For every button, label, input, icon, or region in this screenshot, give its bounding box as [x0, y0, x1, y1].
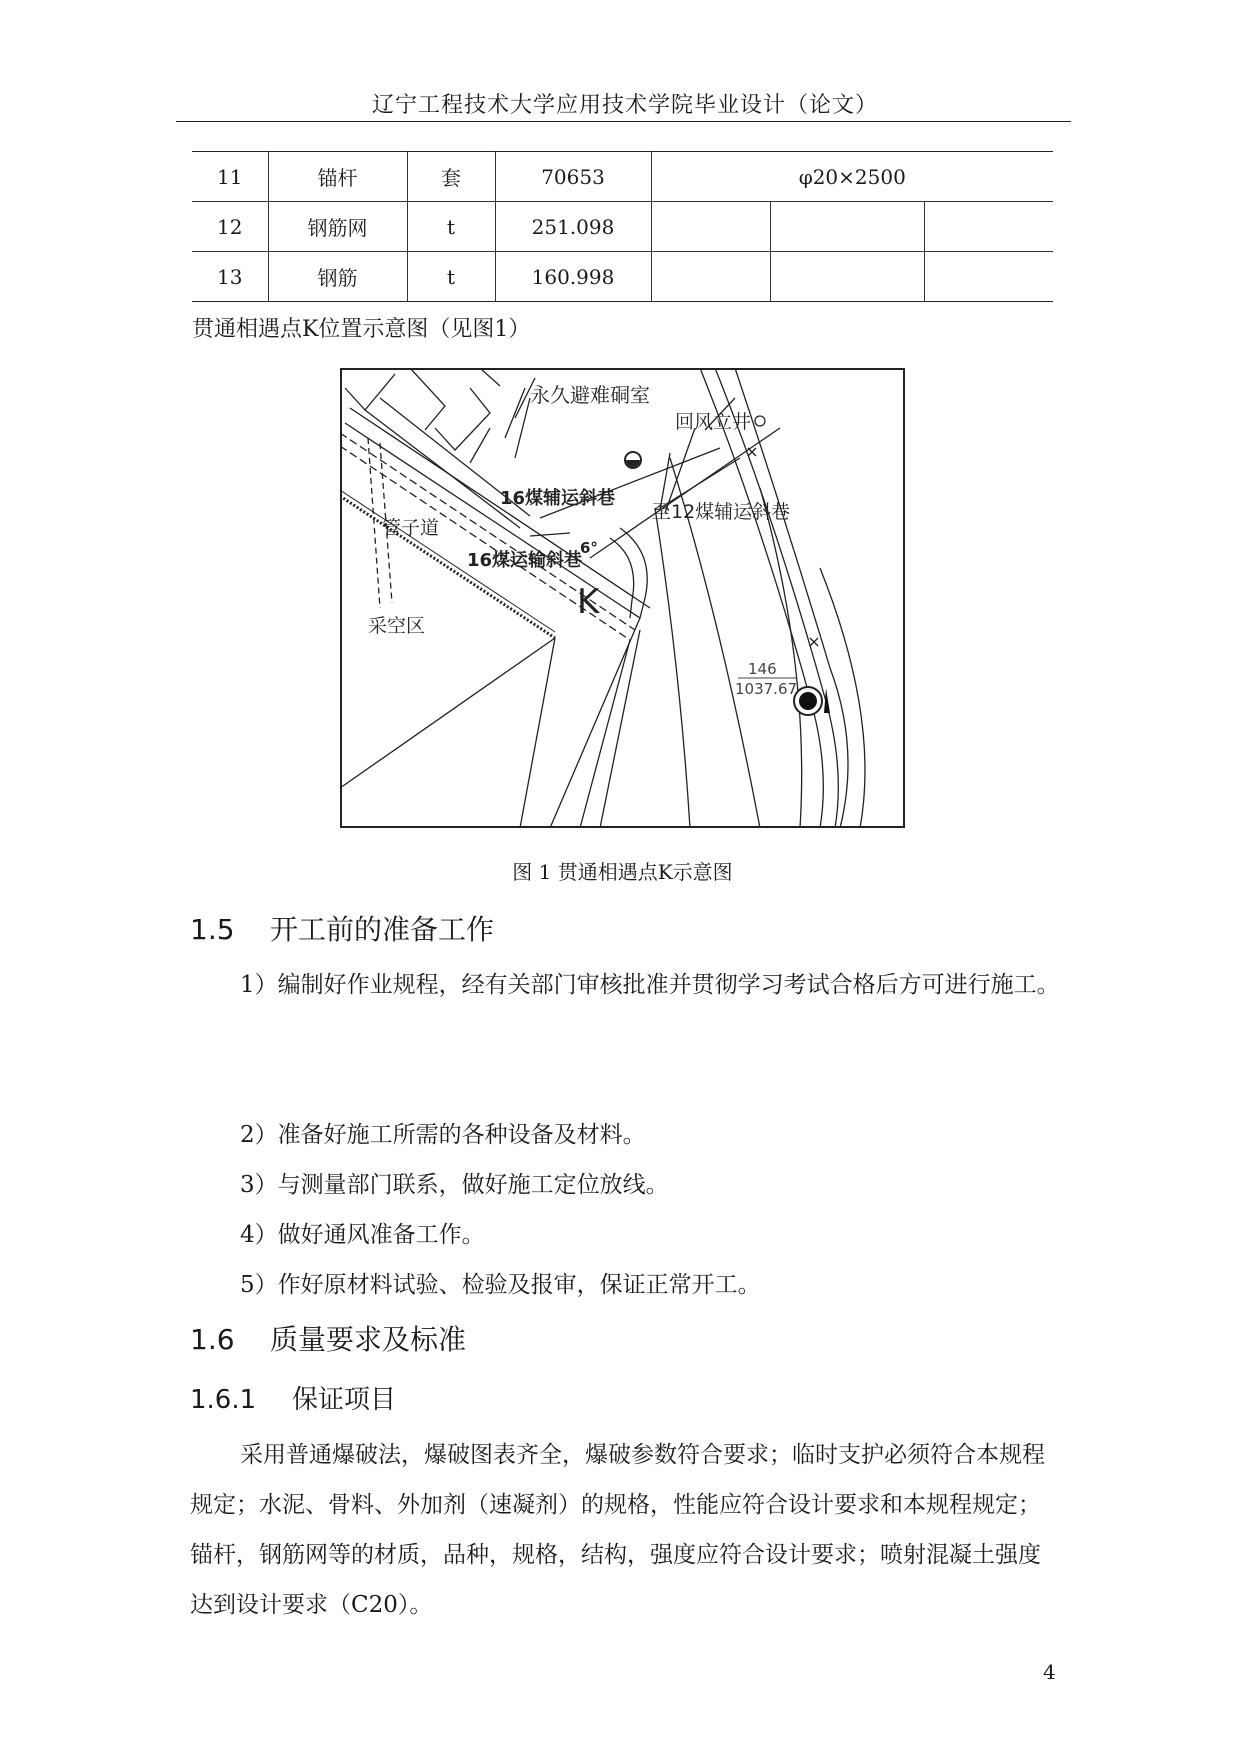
prep-item-1: 1）编制好作业规程，经有关部门审核批准并贯彻学习考试合格后方可进行施工。 [240, 972, 1060, 998]
cell-name: 钢筋网 [268, 202, 407, 252]
section-title: 保证项目 [292, 1385, 397, 1415]
section-title: 开工前的准备工作 [270, 913, 495, 946]
figure-intro: 贯通相遇点K位置示意图（见图1） [192, 317, 531, 342]
section-number: 1.6 [190, 1323, 235, 1356]
table-row [192, 152, 1053, 202]
cell-name: 锚杆 [268, 152, 407, 202]
cell-qty: 160.998 [495, 252, 651, 302]
mine-layout-figure [340, 368, 905, 828]
guarantee-paragraph: 采用普通爆破法，爆破图表齐全，爆破参数符合要求；临时支护必须符合本规程规定；水泥、骨料、外加剂（速凝剂）的规格，性能应符合设计要求和本规程规定；锚杆，钢筋网等的材质，品种，规格，结构，强度应符合设计要求；喷射混凝土强度达到设计要求（C20）。 [190, 1442, 1045, 1618]
cell-empty [770, 252, 924, 302]
cell-empty [924, 252, 1053, 302]
cell-empty [651, 252, 770, 302]
label-goaf: 采空区 [368, 615, 426, 637]
materials-table [192, 151, 1053, 302]
label-refuge: 永久避难硐室 [530, 383, 650, 407]
figure-frame [341, 369, 904, 827]
section-number: 1.5 [190, 913, 235, 946]
label-elevation: 1037.67 [735, 680, 798, 698]
section-heading-1-6-1 [190, 1379, 396, 1416]
label-point-k: K [577, 582, 600, 622]
header-rule [176, 121, 1071, 122]
page-number: 4 [1043, 1660, 1056, 1684]
figure-caption: 图 1 贯通相遇点K示意图 [512, 860, 733, 884]
cell-empty [770, 202, 924, 252]
label-pipe-road: 管子道 [382, 517, 440, 539]
label-aux-incline: 16煤辅运斜巷 [500, 488, 616, 509]
cell-empty [924, 202, 1053, 252]
label-transport: 16煤运输斜巷 [467, 550, 583, 571]
prep-item-3: 3）与测量部门联系，做好施工定位放线。 [240, 1172, 669, 1198]
cell-qty: 251.098 [495, 202, 651, 252]
prep-item-5: 5）作好原材料试验、检验及报审，保证正常开工。 [240, 1272, 761, 1298]
cell-unit: t [407, 252, 495, 302]
table-row [192, 202, 1053, 252]
cell-unit: 套 [407, 152, 495, 202]
label-to12: 至12煤辅运斜巷 [652, 501, 791, 523]
label-angle: 6° [580, 539, 598, 557]
table-row [192, 252, 1053, 302]
cell-unit: t [407, 202, 495, 252]
label-point-number: 146 [748, 660, 777, 678]
page-header: 辽宁工程技术大学应用技术学院毕业设计（论文） [371, 93, 878, 118]
cell-no: 12 [192, 202, 268, 252]
section-heading-1-6 [190, 1318, 466, 1358]
section-title: 质量要求及标准 [270, 1323, 467, 1356]
section-number: 1.6.1 [190, 1385, 257, 1415]
label-return-shaft: 回风立井 [675, 411, 752, 433]
cell-spec: φ20×2500 [651, 152, 1053, 202]
cell-qty: 70653 [495, 152, 651, 202]
cell-no: 13 [192, 252, 268, 302]
cell-no: 11 [192, 152, 268, 202]
cell-empty [651, 202, 770, 252]
section-heading-1-5 [190, 908, 494, 948]
prep-item-2: 2）准备好施工所需的各种设备及材料。 [240, 1122, 646, 1148]
cell-name: 钢筋 [268, 252, 407, 302]
prep-item-4: 4）做好通风准备工作。 [240, 1222, 485, 1248]
